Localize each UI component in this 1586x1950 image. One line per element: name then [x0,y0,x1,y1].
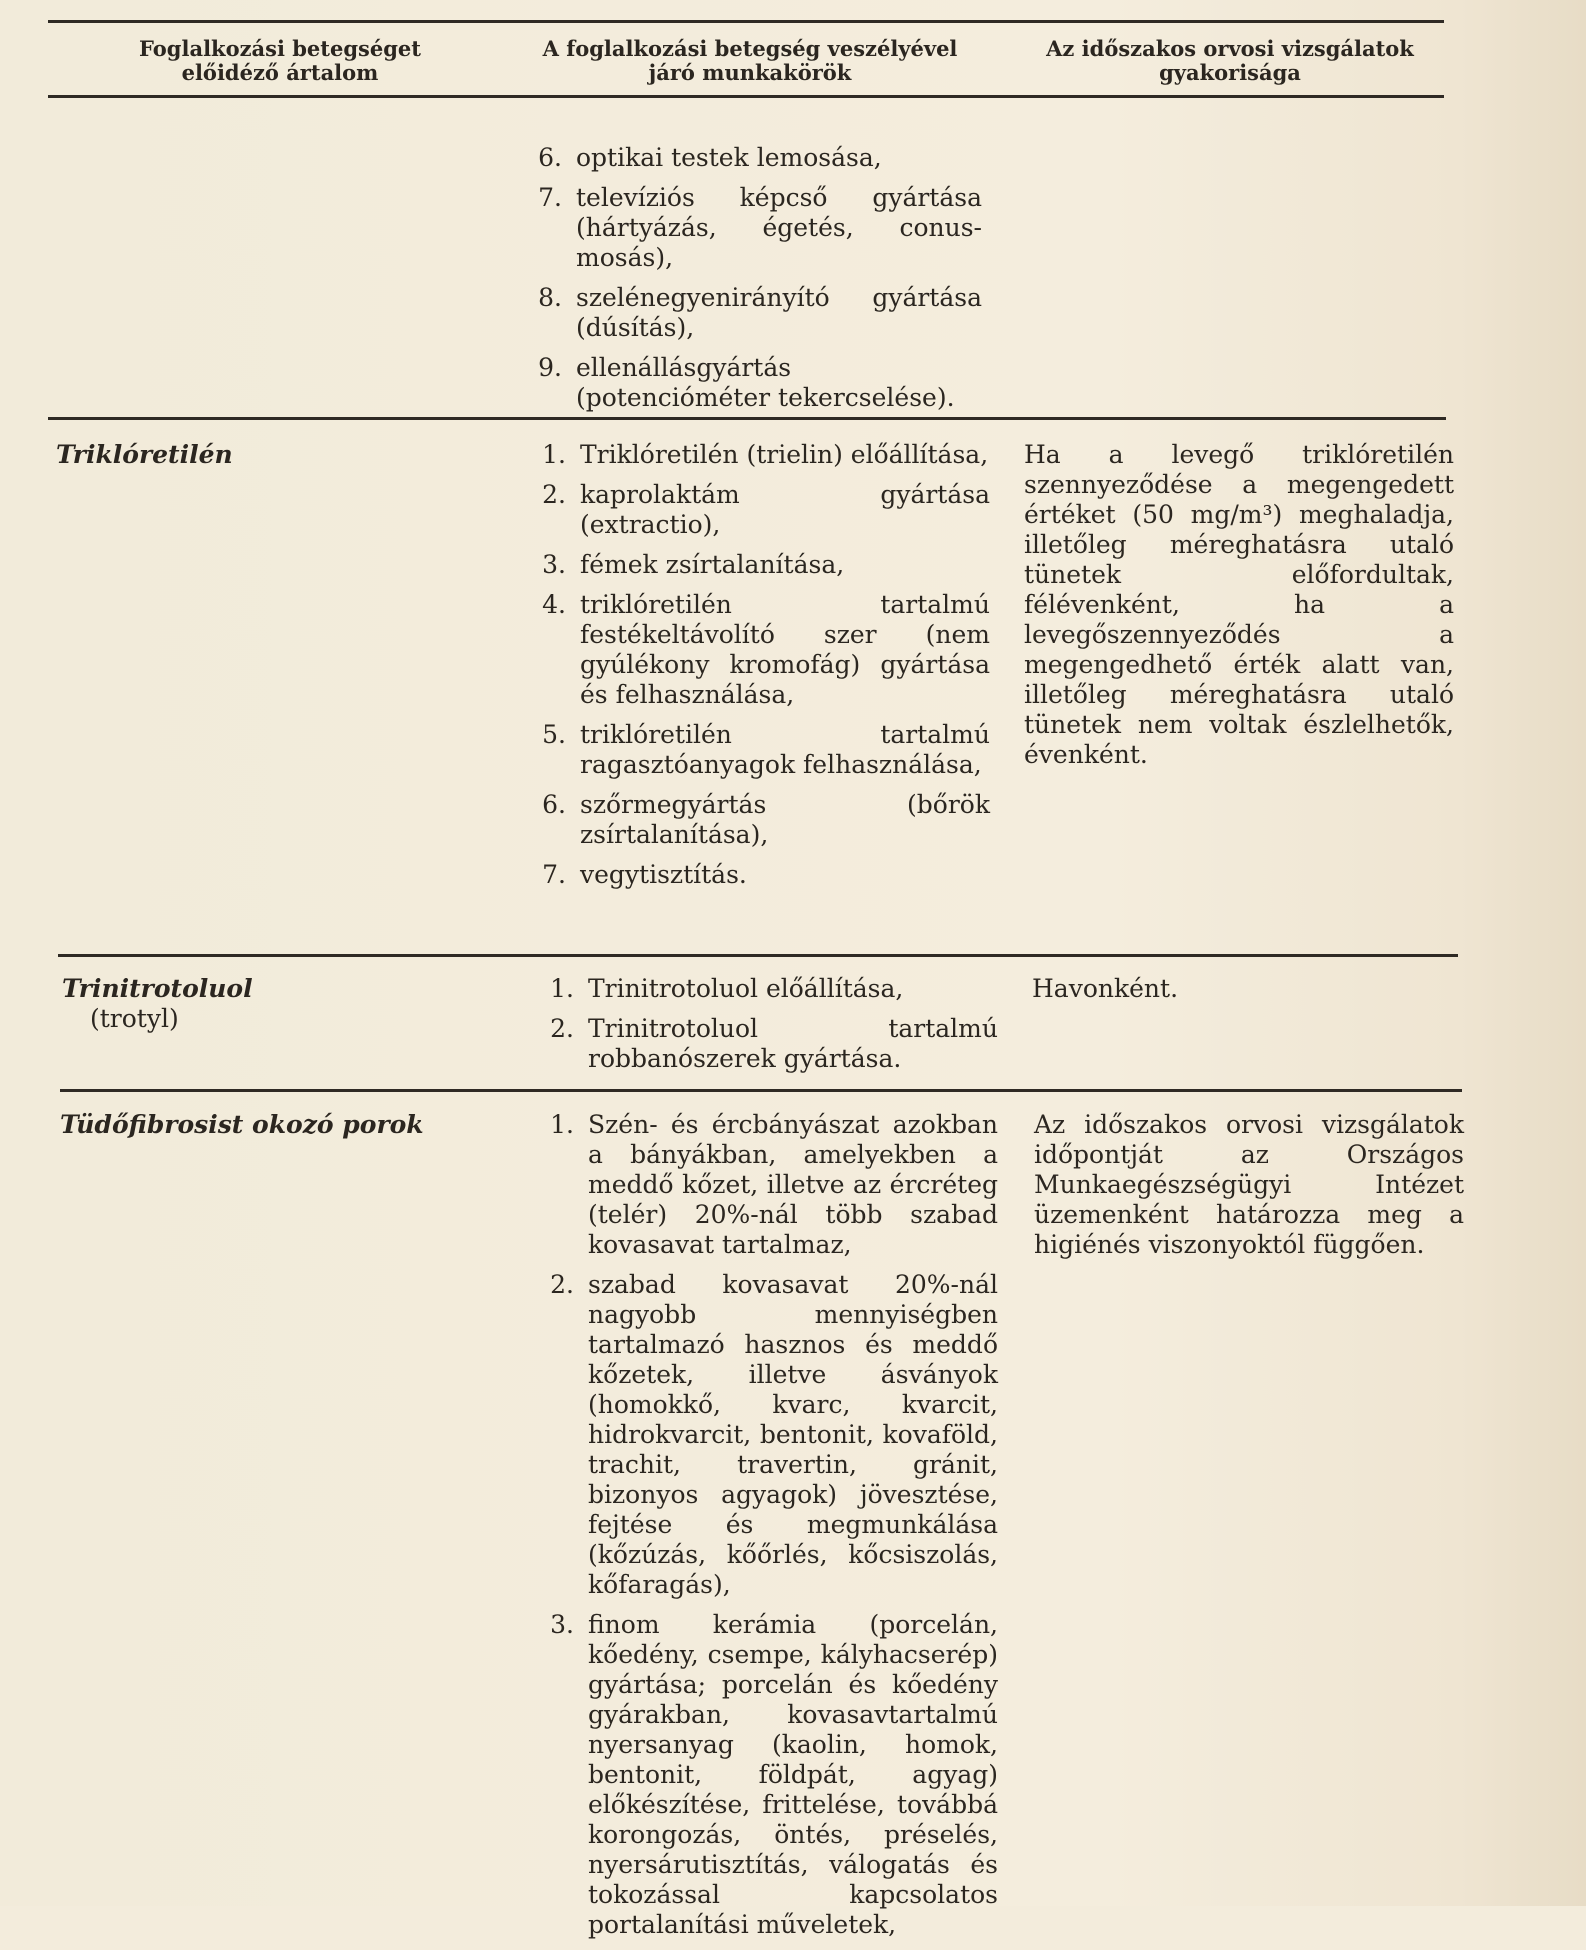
frequency-text: Ha a levegő triklóretilén szennyeződése a megengedett értéket (50 mg/m³) meghaladja, illetőleg méreghatásra utaló tünetek előfordultak, félévenként, ha a levegőszennyeződés a megengedhető érték alatt van, illetőleg méreghatásra utaló tünetek nem voltak észlelhetők, évenként. [1024,440,1454,769]
job-item: 3. finom kerámia (porcelán, kőedény, csempe, kályhacserép) gyártása; porcelán és kőedény gyárakban, kovasavtartalmú nyersanyag (kaolin, homok, bentonit, földpát, agyag) előkészítése, frittelése, továbbá korongozás, öntés, préselés, nyersárutisztítás, válogatás és tokozással kapcsolatos portalanítási műveletek, [550,1610,998,1939]
job-list [534,440,990,900]
agent-name: Trinitrotoluol [62,974,253,1003]
agent-cell [60,1110,490,1140]
header-col-agent: Foglalkozási betegséget előidéző ártalom [139,36,421,85]
job-item: 3. fémek zsírtalanítása, [542,550,845,579]
job-item: 1. Triklóretilén (trielin) előállítása, [542,440,989,469]
header-top-rule [48,20,1444,23]
job-item: 8. szelénegyenirányító gyártása (dúsítás), [538,283,982,342]
job-list [530,143,982,423]
row-divider [60,1089,1462,1092]
job-list [542,1110,998,1950]
agent-synonym: (trotyl) [90,1004,179,1033]
job-item: 4. triklóretilén tartalmú festékeltávolító szer (nem gyúlékony kromofág) gyártása és felhasználása, [542,590,990,709]
job-item: 6. szőrmegyártás (bőrök zsírtalanítása), [542,790,990,849]
agent-cell [56,440,456,470]
agent-name: Triklóretilén [56,440,233,469]
header-col-jobs: A foglalkozási betegség veszélyével járó munkakörök [542,36,958,85]
job-item: 2. kaprolaktám gyártása (extractio), [542,480,990,539]
job-item: 5. triklóretilén tartalmú ragasztóanyagok felhasználása, [542,720,990,779]
frequency-text: Havonként. [1032,974,1179,1003]
job-list [542,974,998,1084]
agent-name: Tüdőfibrosist okozó porok [60,1110,424,1139]
row-divider [48,417,1446,420]
job-item: 1. Szén- és ércbányászat azokban a bányákban, amelyekben a meddő kőzet, illetve az ércréteg (telér) 20%-nál több szabad kovasavat tartalmaz, [550,1110,998,1259]
job-item: 2. Trinitrotoluol tartalmú robbanószerek gyártása. [550,1014,998,1073]
job-item: 7. televíziós képcső gyártása (hártyázás, égetés, conus-mosás), [538,183,982,272]
frequency-text: Az időszakos orvosi vizsgálatok időpontját az Országos Munkaegészségügyi Intézet üzemenként határozza meg a higiénés viszonyoktól függően. [1034,1110,1464,1259]
header-col-frequency: Az időszakos orvosi vizsgálatok gyakorisága [1046,36,1414,85]
job-item: 1. Trinitrotoluol előállítása, [550,974,904,1003]
job-item: 6. optikai testek lemosása, [538,143,882,172]
job-item: 7. vegytisztítás. [542,860,747,889]
row-divider [58,954,1458,957]
header-bottom-rule [48,95,1444,98]
job-item: 9. ellenállásgyártás (potencióméter tekercselése). [538,353,955,412]
job-item: 2. szabad kovasavat 20%-nál nagyobb mennyiségben tartalmazó hasznos és meddő kőzetek, illetve ásványok (homokkő, kvarc, kvarcit, hidrokvarcit, bentonit, kovaföld, trachit, travertin, gránit, bizonyos agyagok) jövesztése, fejtése és megmunkálása (kőzúzás, kőőrlés, kőcsiszolás, kőfaragás), [550,1270,998,1599]
agent-cell [62,974,462,1034]
